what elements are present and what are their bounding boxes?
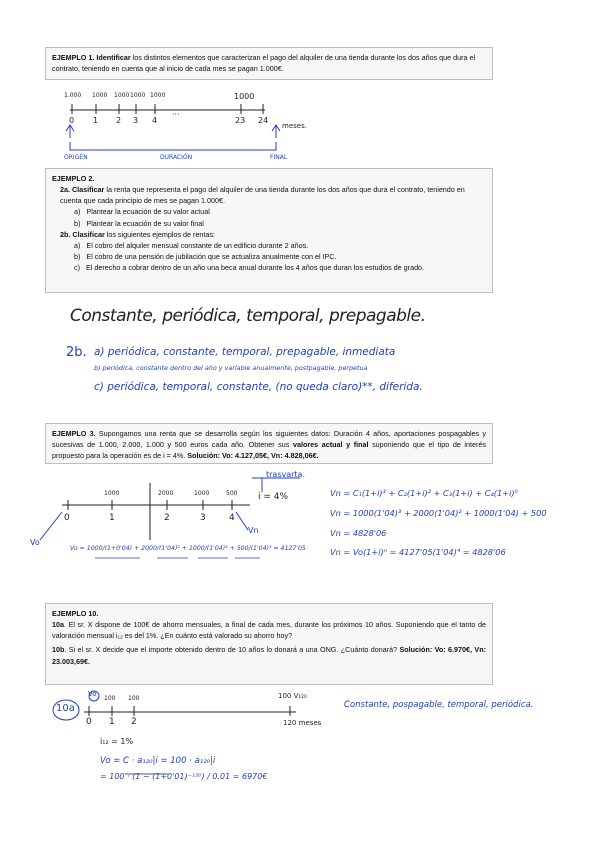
example-3-box: EJEMPLO 3. Supongamos una renta que se desarrolla según los siguientes datos: Duración 4 años, aportaciones pospagables y sucesivas de 1.000, 2.000, 1.000 y 500 euros cada año. Obtener sus valores actual y final suponiendo que el tipo de interés propuesto para la operación es de i = 4%. Solución: Vo: 4.127,05€, Vn: 4.828,06€. [45, 423, 493, 464]
ex2b-hw-a: a) periódica, constante, temporal, prepagable, inmediata [94, 346, 396, 358]
ex10-amount: 100 [128, 695, 140, 702]
ex3-tick: 4 [229, 513, 235, 523]
example-2-box: EJEMPLO 2. 2a. Clasificar la renta que representa el pago del alquiler de una tienda durante los dos años que dura el contrato, teniendo en cuenta que cada principio de mes se pagan 1.000€. a) Plantear la ecuación de su valor actual b) Plantear la ecuación de su valor final 2b. Clasificar los siguientes ejemplos de rentas: a) El cobro del alquiler mensual constante de un edificio durante 2 años. b) El cobro de una pensión de jubilación que se actualiza anualmente con el IPC. c) El derecho a cobrar dentro de un año una beca anual durante los 4 años que duran los estudios de grado. [45, 168, 493, 293]
ex1-amount: 1.000 [64, 92, 82, 99]
ex10-tick: 2 [131, 717, 137, 727]
ex10-dots: ··· [144, 708, 152, 717]
ex1-dots: ··· [172, 110, 180, 119]
ex1-label-duracion: DURACIÓN [160, 154, 193, 161]
ex2-hw-answer: Constante, periódica, temporal, prepagable. [70, 306, 426, 326]
ex1-amount: 1000 [234, 92, 255, 101]
ex10-hw-classification: Constante, pospagable, temporal, periódica. [344, 700, 534, 710]
ex1-tick: 3 [133, 116, 139, 125]
ex3-amount: 1000 [194, 490, 210, 497]
ex1-label-origen: ORIGEN [64, 154, 88, 161]
ex10-amount: 100 [104, 695, 116, 702]
ex1-tick: 0 [69, 116, 75, 125]
ex3-rate: i = 4% [258, 492, 289, 502]
ex1-amount: 1000 [92, 92, 108, 99]
ex3-tick: 0 [64, 513, 70, 523]
ex3-vn-label: Vn [248, 526, 259, 535]
example-1-text: EJEMPLO 1. Identificar los distintos elementos que caracterizan el pago del alquiler de una tienda durante los dos años que dura el contrato, teniendo en cuenta que al inicio de cada mes se pagan 1.000€. [52, 53, 476, 74]
ex2b-hw-label: 2b. [66, 345, 87, 360]
ex3-hw-note: trasvarta. [266, 470, 306, 479]
ex1-tick: 23 [235, 116, 246, 125]
ex10-hw-vo: Vo [88, 690, 97, 698]
ex3-tick: 1 [109, 513, 115, 523]
ex3-vn-equation: Vn = 4828'06 [330, 528, 387, 538]
ex10-tick: 120 meses [283, 719, 322, 727]
ex1-tick: 24 [258, 116, 269, 125]
ex1-amount: 1000 [114, 92, 130, 99]
ex1-amount: 1000 [150, 92, 166, 99]
ex10-rate: i₁₂ = 1% [100, 737, 134, 746]
ex1-tick: 2 [116, 116, 122, 125]
ex10-tick: 0 [86, 717, 92, 727]
ex3-amount: 2000 [158, 490, 174, 497]
ex10-tick: 1 [109, 717, 115, 727]
ex3-amount: 1000 [104, 490, 120, 497]
ex1-unit: meses. [282, 122, 307, 130]
ex2b-hw-c: c) periódica, temporal, constante, (no queda claro)**, diferida. [94, 381, 423, 393]
ex3-vo-equation: Vo = 1000/(1+0'04) + 2000/(1'04)² + 1000/(1'04)³ + 500/(1'04)⁴ = 4127'05 [70, 545, 306, 552]
ex10-hw-label: 10a [56, 703, 75, 714]
ex10-amount: 100 V₁₂₀ [278, 692, 307, 700]
example-10-box: EJEMPLO 10. 10a. El sr. X dispone de 100€ de ahorro mensuales, a final de cada mes, durante los próximos 10 años. Suponiendo que el tanto de valoración mensual i₁₂ es del 1%. ¿En cuánto está valorado su ahorro hoy? 10b. Si el sr. X decide que el importe obtenido dentro de 10 años lo donará a una ONG. ¿Cuánto donará? Solución: Vo: 6.970€, Vn: 23.003,69€. [45, 603, 493, 685]
ex3-vn-equation: Vn = C₁(1+i)³ + C₂(1+i)² + C₃(1+i) + C₄(1+i)⁰ [330, 488, 518, 498]
ex10-equation-2: = 100 · (1 − (1+0'01)⁻¹²⁰) / 0.01 = 6970€ [100, 772, 268, 781]
ex1-amount: 1000 [130, 92, 146, 99]
ex3-amount: 500 [226, 490, 238, 497]
ex1-tick: 4 [152, 116, 158, 125]
ex1-label-final: FINAL [270, 154, 288, 161]
ex3-tick: 2 [164, 513, 170, 523]
ex3-vn-equation: Vn = Vo(1+i)ⁿ = 4127'05(1'04)⁴ = 4828'06 [330, 547, 506, 557]
ex3-vn-equation: Vn = 1000(1'04)³ + 2000(1'04)² + 1000(1'04) + 500 [330, 508, 547, 518]
ex10-equation-1: Vo = C · a₁₂₀|i = 100 · a₁₂₀|i [100, 756, 216, 766]
ex1-tick: 1 [93, 116, 99, 125]
ex2b-hw-b: b) periódica, constante dentro del año y variable anualmente, postpagable, perpetua [94, 364, 368, 372]
ex3-vo-label: Vo [30, 538, 40, 547]
ex3-tick: 3 [200, 513, 206, 523]
